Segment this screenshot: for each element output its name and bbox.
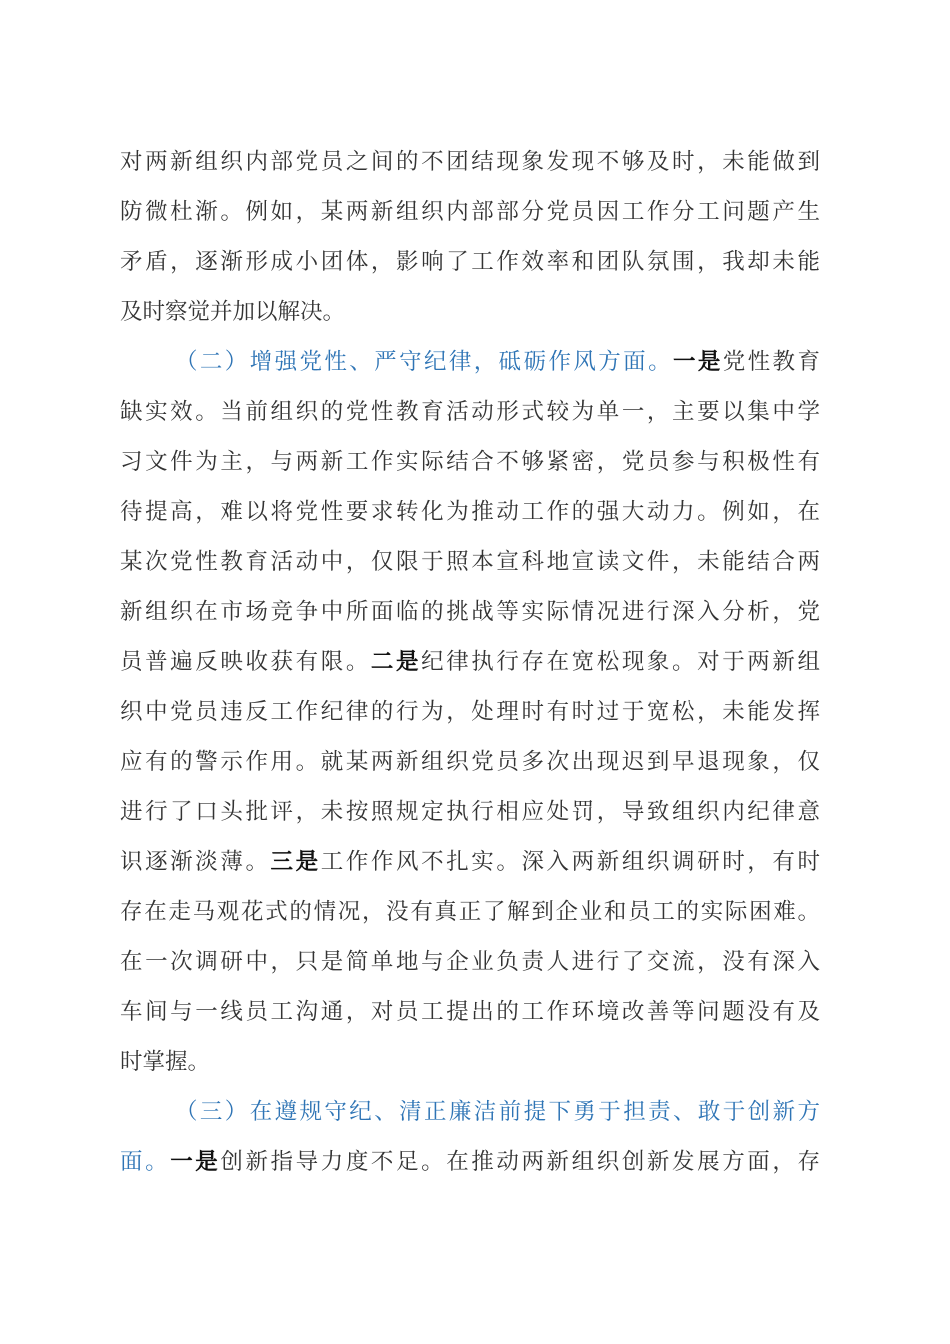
paragraph-line — [120, 997, 820, 1027]
section-heading: 面。 — [120, 1149, 171, 1175]
paragraph-line — [120, 647, 820, 677]
body-text: 待提高，难以将党性要求转化为推动工作的强大动力。例如，在 — [120, 499, 820, 525]
paragraph-line — [120, 1047, 820, 1077]
item-lead: 一是 — [170, 1149, 221, 1175]
paragraph-line — [120, 897, 820, 927]
section-heading: （三）在遵规守纪、清正廉洁前提下勇于担责、敢于创新方 — [175, 1099, 820, 1125]
section-heading: （二）增强党性、严守纪律，砥砺作风方面。 — [175, 349, 673, 375]
section-heading-line — [175, 347, 820, 377]
paragraph-line — [120, 747, 820, 777]
body-text: 新组织在市场竞争中所面临的挑战等实际情况进行深入分析，党 — [120, 599, 820, 625]
paragraph-line — [120, 447, 820, 477]
body-text: 某次党性教育活动中，仅限于照本宣科地宣读文件，未能结合两 — [120, 549, 820, 575]
body-text: 在一次调研中，只是简单地与企业负责人进行了交流，没有深入 — [120, 949, 820, 975]
section-heading-line — [175, 1097, 820, 1127]
paragraph-line — [120, 547, 820, 577]
body-text: 党性教育 — [722, 349, 820, 375]
body-text: 及时察觉并加以解决。 — [120, 299, 346, 325]
paragraph-line — [120, 847, 820, 877]
paragraph-line — [120, 147, 820, 177]
body-text: 矛盾，逐渐形成小团体，影响了工作效率和团队氛围，我却未能 — [120, 249, 820, 275]
paragraph-line — [120, 597, 820, 627]
body-text: 员普遍反映收获有限。 — [120, 649, 371, 675]
paragraph-line — [120, 1147, 820, 1177]
body-text: 缺实效。当前组织的党性教育活动形式较为单一，主要以集中学 — [120, 399, 820, 425]
paragraph-line — [120, 297, 820, 327]
body-text: 识逐渐淡薄。 — [120, 849, 271, 875]
paragraph-line — [120, 947, 820, 977]
body-text: 创新指导力度不足。在推动两新组织创新发展方面，存 — [220, 1149, 820, 1175]
body-text: 习文件为主，与两新工作实际结合不够紧密，党员参与积极性有 — [120, 449, 820, 475]
paragraph-line — [120, 697, 820, 727]
paragraph-line — [120, 397, 820, 427]
body-text: 织中党员违反工作纪律的行为，处理时有时过于宽松，未能发挥 — [120, 699, 820, 725]
body-text: 纪律执行存在宽松现象。对于两新组 — [421, 649, 820, 675]
body-text: 应有的警示作用。就某两新组织党员多次出现迟到早退现象，仅 — [120, 749, 820, 775]
paragraph-line — [120, 497, 820, 527]
body-text: 对两新组织内部党员之间的不团结现象发现不够及时，未能做到 — [120, 149, 820, 175]
body-text: 防微杜渐。例如，某两新组织内部部分党员因工作分工问题产生 — [120, 199, 820, 225]
item-lead: 二是 — [370, 649, 422, 675]
paragraph-line — [120, 247, 820, 277]
paragraph-line — [120, 197, 820, 227]
item-lead: 一是 — [672, 349, 723, 375]
body-text: 进行了口头批评，未按照规定执行相应处罚，导致组织内纪律意 — [120, 799, 820, 825]
body-text: 时掌握。 — [120, 1049, 211, 1075]
paragraph-line — [120, 797, 820, 827]
body-text: 存在走马观花式的情况，没有真正了解到企业和员工的实际困难。 — [120, 899, 820, 925]
body-text: 工作作风不扎实。深入两新组织调研时，有时 — [320, 849, 820, 875]
item-lead: 三是 — [270, 849, 321, 875]
body-text: 车间与一线员工沟通，对员工提出的工作环境改善等问题没有及 — [120, 999, 820, 1025]
